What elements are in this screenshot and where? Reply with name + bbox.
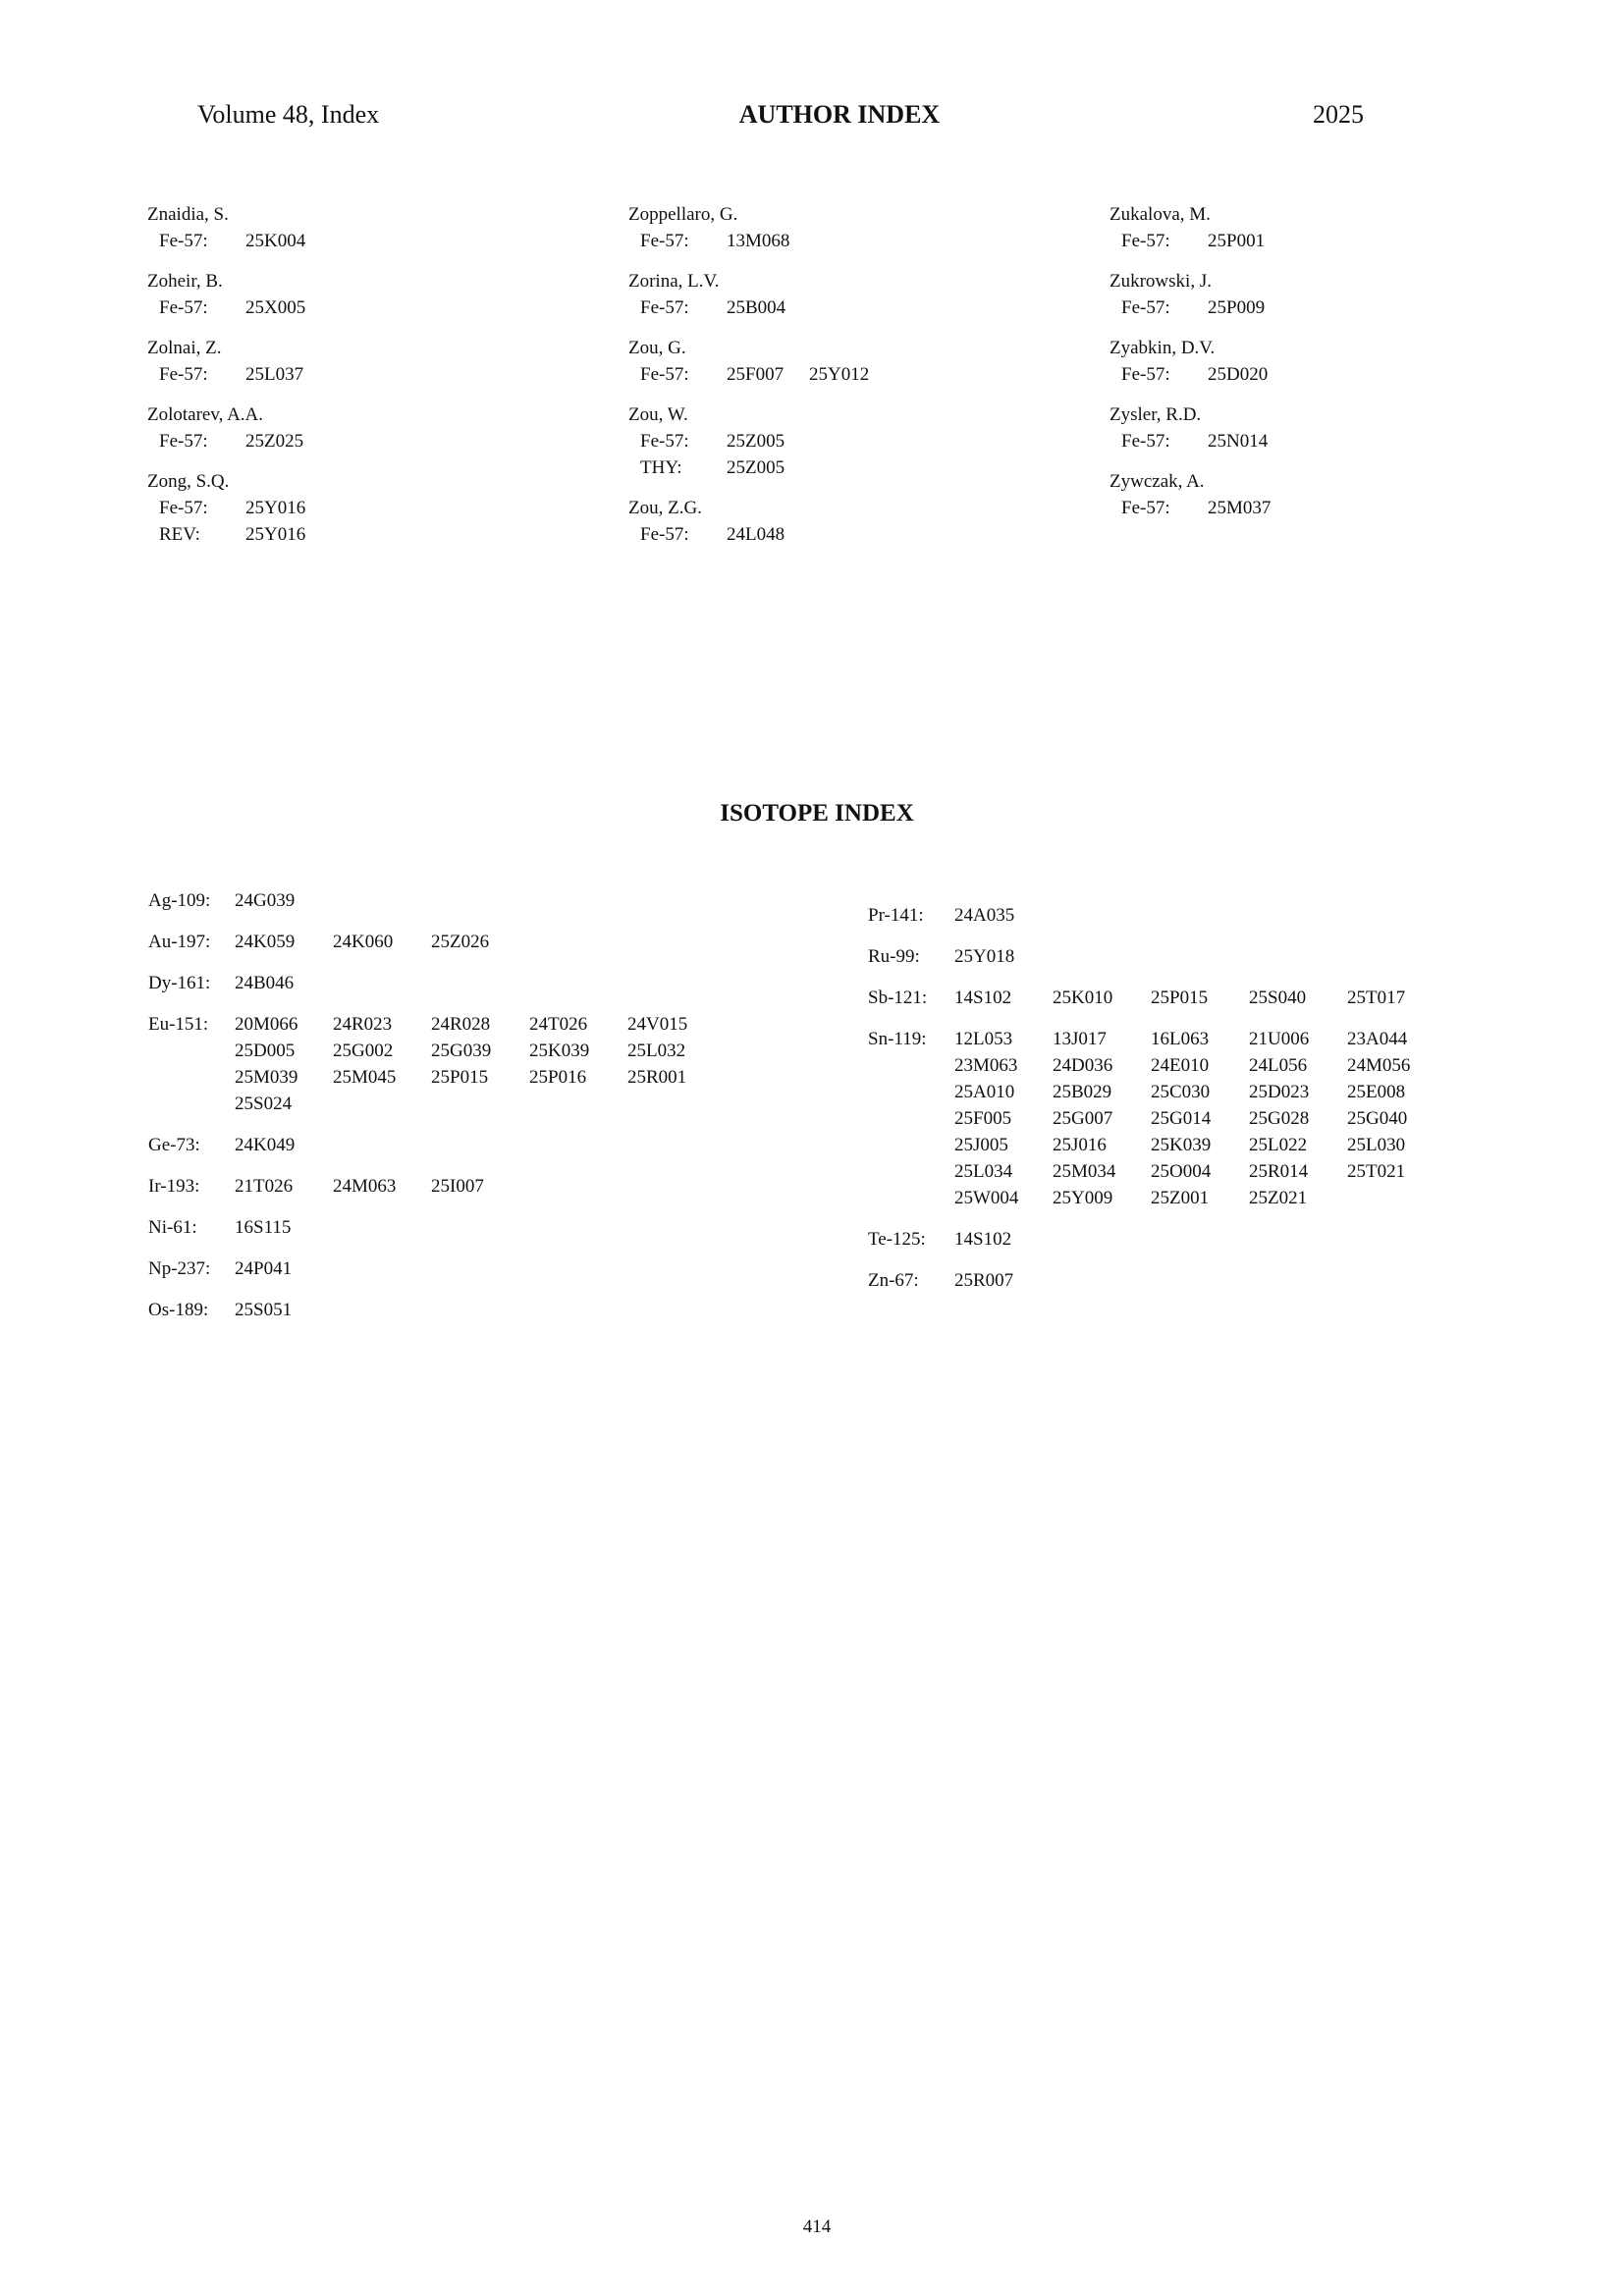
- isotope-code: 25Y009: [1053, 1188, 1113, 1208]
- reference-code: 25F007: [727, 364, 785, 385]
- isotope-code: 25L030: [1347, 1135, 1406, 1155]
- author-entry: [628, 495, 1021, 548]
- isotope-codes: [235, 1132, 726, 1158]
- author-reference-line: [1110, 428, 1502, 454]
- author-reference-line: [628, 228, 1021, 254]
- isotope-code: 16S115: [235, 1217, 292, 1238]
- isotope-code: 24R028: [431, 1014, 491, 1035]
- author-entry: [628, 335, 1021, 388]
- isotope-code: 25G039: [431, 1041, 492, 1061]
- isotope-entry: [148, 1255, 726, 1282]
- isotope-code: 25W004: [954, 1188, 1019, 1208]
- isotope-code: 25K010: [1053, 988, 1113, 1008]
- author-name: Zukalova, M.: [1110, 204, 1211, 225]
- isotope-entry: [148, 929, 726, 955]
- isotope-code: 25L034: [954, 1161, 1013, 1182]
- isotope-code: 24L056: [1249, 1055, 1308, 1076]
- isotope-name: Ru-99:: [868, 946, 920, 967]
- isotope-entry: [868, 1267, 1445, 1294]
- isotope-code: 25Y018: [954, 946, 1015, 967]
- isotope-entry: [148, 1214, 726, 1241]
- isotope-name: Ir-193:: [148, 1176, 200, 1197]
- isotope-column-1: [148, 887, 726, 1338]
- reference-isotope: Fe-57:: [640, 364, 689, 385]
- isotope-codes: [235, 1011, 726, 1117]
- author-reference-line: [628, 521, 1021, 548]
- author-name: Zysler, R.D.: [1110, 404, 1202, 425]
- isotope-name: Ag-109:: [148, 890, 211, 911]
- isotope-code: 25L032: [627, 1041, 686, 1061]
- isotope-code: 25F005: [954, 1108, 1012, 1129]
- author-reference-line: [628, 428, 1021, 454]
- isotope-codes: [954, 1226, 1445, 1253]
- author-name: Zou, W.: [628, 404, 688, 425]
- isotope-entry: [868, 985, 1445, 1011]
- author-name: Zoheir, B.: [147, 271, 223, 292]
- author-name: Znaidia, S.: [147, 204, 229, 225]
- reference-code: 13M068: [727, 231, 790, 251]
- isotope-code: 25R001: [627, 1067, 687, 1088]
- author-reference-line: [147, 428, 540, 454]
- reference-code: 25Z025: [245, 431, 304, 452]
- reference-isotope: Fe-57:: [640, 231, 689, 251]
- isotope-code: 16L063: [1151, 1029, 1210, 1049]
- isotope-code: 25I007: [431, 1176, 484, 1197]
- reference-isotope: Fe-57:: [159, 431, 208, 452]
- isotope-name: Au-197:: [148, 932, 211, 952]
- isotope-name: Ni-61:: [148, 1217, 197, 1238]
- author-reference-line: [628, 454, 1021, 481]
- author-entry: [147, 201, 540, 254]
- isotope-codes: [235, 1214, 726, 1241]
- reference-code: 25X005: [245, 297, 306, 318]
- reference-isotope: Fe-57:: [640, 524, 689, 545]
- isotope-codes: [954, 1267, 1445, 1294]
- reference-code: 25P009: [1208, 297, 1266, 318]
- isotope-code: 24M056: [1347, 1055, 1411, 1076]
- isotope-code: 25G028: [1249, 1108, 1310, 1129]
- author-column-2: [628, 201, 1021, 561]
- author-entry: [1110, 468, 1502, 521]
- isotope-code: 25S040: [1249, 988, 1307, 1008]
- author-name: Zou, Z.G.: [628, 498, 702, 518]
- isotope-code: 24G039: [235, 890, 296, 911]
- author-entry: [628, 268, 1021, 321]
- header-title: AUTHOR INDEX: [738, 100, 941, 129]
- page-number: 414: [802, 2216, 832, 2237]
- author-entry: [147, 401, 540, 454]
- isotope-code: 25P015: [431, 1067, 489, 1088]
- isotope-code: 24V015: [627, 1014, 688, 1035]
- author-reference-line: [147, 361, 540, 388]
- isotope-codes: [235, 970, 726, 996]
- isotope-code: 25M034: [1053, 1161, 1116, 1182]
- isotope-code: 25J005: [954, 1135, 1008, 1155]
- isotope-codes: [954, 985, 1445, 1011]
- isotope-name: Sn-119:: [868, 1029, 927, 1049]
- isotope-code: 25K039: [529, 1041, 590, 1061]
- author-reference-line: [628, 361, 1021, 388]
- author-entry: [628, 401, 1021, 481]
- isotope-code: 25L022: [1249, 1135, 1308, 1155]
- author-reference-line: [147, 521, 540, 548]
- isotope-code: 25A010: [954, 1082, 1015, 1102]
- page-header: [0, 100, 1624, 139]
- isotope-code: 25J016: [1053, 1135, 1107, 1155]
- author-reference-line: [147, 294, 540, 321]
- reference-isotope: Fe-57:: [159, 297, 208, 318]
- reference-code: 25L037: [245, 364, 304, 385]
- reference-code: 25Y016: [245, 524, 306, 545]
- author-entry: [147, 335, 540, 388]
- author-entry: [628, 201, 1021, 254]
- isotope-name: Os-189:: [148, 1300, 209, 1320]
- author-reference-line: [1110, 228, 1502, 254]
- reference-code: 24L048: [727, 524, 785, 545]
- isotope-name: Sb-121:: [868, 988, 928, 1008]
- reference-isotope: Fe-57:: [159, 498, 208, 518]
- author-name: Zywczak, A.: [1110, 471, 1205, 492]
- author-reference-line: [147, 495, 540, 521]
- isotope-code: 25D023: [1249, 1082, 1310, 1102]
- author-name: Zou, G.: [628, 338, 686, 358]
- reference-isotope: THY:: [640, 457, 682, 478]
- author-column-3: [1110, 201, 1502, 535]
- isotope-code: 25S024: [235, 1094, 293, 1114]
- isotope-code: 25T021: [1347, 1161, 1406, 1182]
- author-reference-line: [1110, 495, 1502, 521]
- isotope-name: Zn-67:: [868, 1270, 919, 1291]
- reference-isotope: REV:: [159, 524, 200, 545]
- reference-code: 25P001: [1208, 231, 1266, 251]
- isotope-code: 25Z001: [1151, 1188, 1210, 1208]
- isotope-code: 14S102: [954, 1229, 1012, 1250]
- isotope-code: 25E008: [1347, 1082, 1406, 1102]
- isotope-code: 25B029: [1053, 1082, 1112, 1102]
- author-reference-line: [1110, 294, 1502, 321]
- isotope-entry: [148, 1011, 726, 1117]
- isotope-code: 24M063: [333, 1176, 397, 1197]
- isotope-entry: [148, 970, 726, 996]
- reference-isotope: Fe-57:: [1121, 498, 1170, 518]
- isotope-name: Eu-151:: [148, 1014, 209, 1035]
- isotope-code: 21U006: [1249, 1029, 1310, 1049]
- isotope-code: 25T017: [1347, 988, 1406, 1008]
- isotope-code: 24K060: [333, 932, 394, 952]
- isotope-code: 24B046: [235, 973, 295, 993]
- author-reference-line: [147, 228, 540, 254]
- reference-code: 25N014: [1208, 431, 1269, 452]
- reference-isotope: Fe-57:: [159, 231, 208, 251]
- author-entry: [147, 268, 540, 321]
- author-entry: [1110, 201, 1502, 254]
- isotope-code: 23M063: [954, 1055, 1018, 1076]
- author-name: Zorina, L.V.: [628, 271, 720, 292]
- isotope-code: 25C030: [1151, 1082, 1211, 1102]
- header-volume: Volume 48, Index: [197, 100, 380, 129]
- isotope-code: 25R014: [1249, 1161, 1309, 1182]
- isotope-entry: [868, 943, 1445, 970]
- isotope-entry: [868, 1226, 1445, 1253]
- isotope-code: 25D005: [235, 1041, 296, 1061]
- isotope-code: 25O004: [1151, 1161, 1212, 1182]
- author-name: Zyabkin, D.V.: [1110, 338, 1216, 358]
- isotope-code: 24P041: [235, 1258, 293, 1279]
- isotope-codes: [954, 902, 1445, 929]
- isotope-code: 24T026: [529, 1014, 588, 1035]
- reference-isotope: Fe-57:: [1121, 364, 1170, 385]
- isotope-codes: [954, 943, 1445, 970]
- isotope-entry: [868, 902, 1445, 929]
- isotope-code: 24K059: [235, 932, 296, 952]
- isotope-code: 24A035: [954, 905, 1015, 926]
- isotope-code: 25Z021: [1249, 1188, 1308, 1208]
- isotope-code: 24K049: [235, 1135, 296, 1155]
- reference-isotope: Fe-57:: [1121, 231, 1170, 251]
- author-name: Zong, S.Q.: [147, 471, 230, 492]
- author-name: Zolotarev, A.A.: [147, 404, 264, 425]
- reference-isotope: Fe-57:: [159, 364, 208, 385]
- reference-isotope: Fe-57:: [1121, 431, 1170, 452]
- isotope-codes: [235, 1255, 726, 1282]
- isotope-entry: [148, 1132, 726, 1158]
- isotope-code: 25G002: [333, 1041, 394, 1061]
- isotope-code: 23A044: [1347, 1029, 1408, 1049]
- isotope-code: 13J017: [1053, 1029, 1107, 1049]
- author-reference-line: [1110, 361, 1502, 388]
- author-reference-line: [628, 294, 1021, 321]
- isotope-name: Ge-73:: [148, 1135, 200, 1155]
- reference-code: 25Y012: [809, 364, 870, 385]
- author-column-1: [147, 201, 540, 561]
- isotope-column-2: [868, 902, 1445, 1308]
- isotope-code: 25M045: [333, 1067, 397, 1088]
- isotope-index-title: ISOTOPE INDEX: [720, 800, 914, 827]
- isotope-code: 25K039: [1151, 1135, 1212, 1155]
- isotope-codes: [235, 1297, 726, 1323]
- isotope-code: 25M039: [235, 1067, 298, 1088]
- isotope-codes: [235, 1173, 726, 1200]
- isotope-entry: [148, 887, 726, 914]
- isotope-codes: [235, 929, 726, 955]
- isotope-name: Pr-141:: [868, 905, 924, 926]
- isotope-code: 14S102: [954, 988, 1012, 1008]
- reference-isotope: Fe-57:: [640, 297, 689, 318]
- isotope-entry: [868, 1026, 1445, 1211]
- author-name: Zoppellaro, G.: [628, 204, 738, 225]
- reference-isotope: Fe-57:: [640, 431, 689, 452]
- isotope-codes: [954, 1026, 1445, 1211]
- reference-code: 25Y016: [245, 498, 306, 518]
- author-name: Zukrowski, J.: [1110, 271, 1212, 292]
- author-entry: [147, 468, 540, 548]
- isotope-code: 21T026: [235, 1176, 294, 1197]
- isotope-code: 25P015: [1151, 988, 1209, 1008]
- isotope-code: 24D036: [1053, 1055, 1113, 1076]
- isotope-code: 25G014: [1151, 1108, 1212, 1129]
- isotope-entry: [148, 1173, 726, 1200]
- reference-code: 25Z005: [727, 457, 785, 478]
- isotope-code: 20M066: [235, 1014, 298, 1035]
- reference-code: 25D020: [1208, 364, 1269, 385]
- isotope-entry: [148, 1297, 726, 1323]
- isotope-code: 25R007: [954, 1270, 1014, 1291]
- isotope-code: 24R023: [333, 1014, 393, 1035]
- author-name: Zolnai, Z.: [147, 338, 222, 358]
- isotope-code: 24E010: [1151, 1055, 1210, 1076]
- isotope-code: 25G040: [1347, 1108, 1408, 1129]
- isotope-name: Dy-161:: [148, 973, 211, 993]
- header-year: 2025: [1313, 100, 1364, 129]
- isotope-name: Te-125:: [868, 1229, 926, 1250]
- reference-code: 25M037: [1208, 498, 1272, 518]
- isotope-code: 25Z026: [431, 932, 490, 952]
- author-entry: [1110, 401, 1502, 454]
- isotope-code: 25G007: [1053, 1108, 1113, 1129]
- isotope-code: 25S051: [235, 1300, 293, 1320]
- isotope-code: 25P016: [529, 1067, 587, 1088]
- author-entry: [1110, 268, 1502, 321]
- isotope-codes: [235, 887, 726, 914]
- reference-code: 25K004: [245, 231, 306, 251]
- isotope-code: 12L053: [954, 1029, 1013, 1049]
- isotope-name: Np-237:: [148, 1258, 211, 1279]
- reference-code: 25B004: [727, 297, 786, 318]
- author-entry: [1110, 335, 1502, 388]
- reference-code: 25Z005: [727, 431, 785, 452]
- reference-isotope: Fe-57:: [1121, 297, 1170, 318]
